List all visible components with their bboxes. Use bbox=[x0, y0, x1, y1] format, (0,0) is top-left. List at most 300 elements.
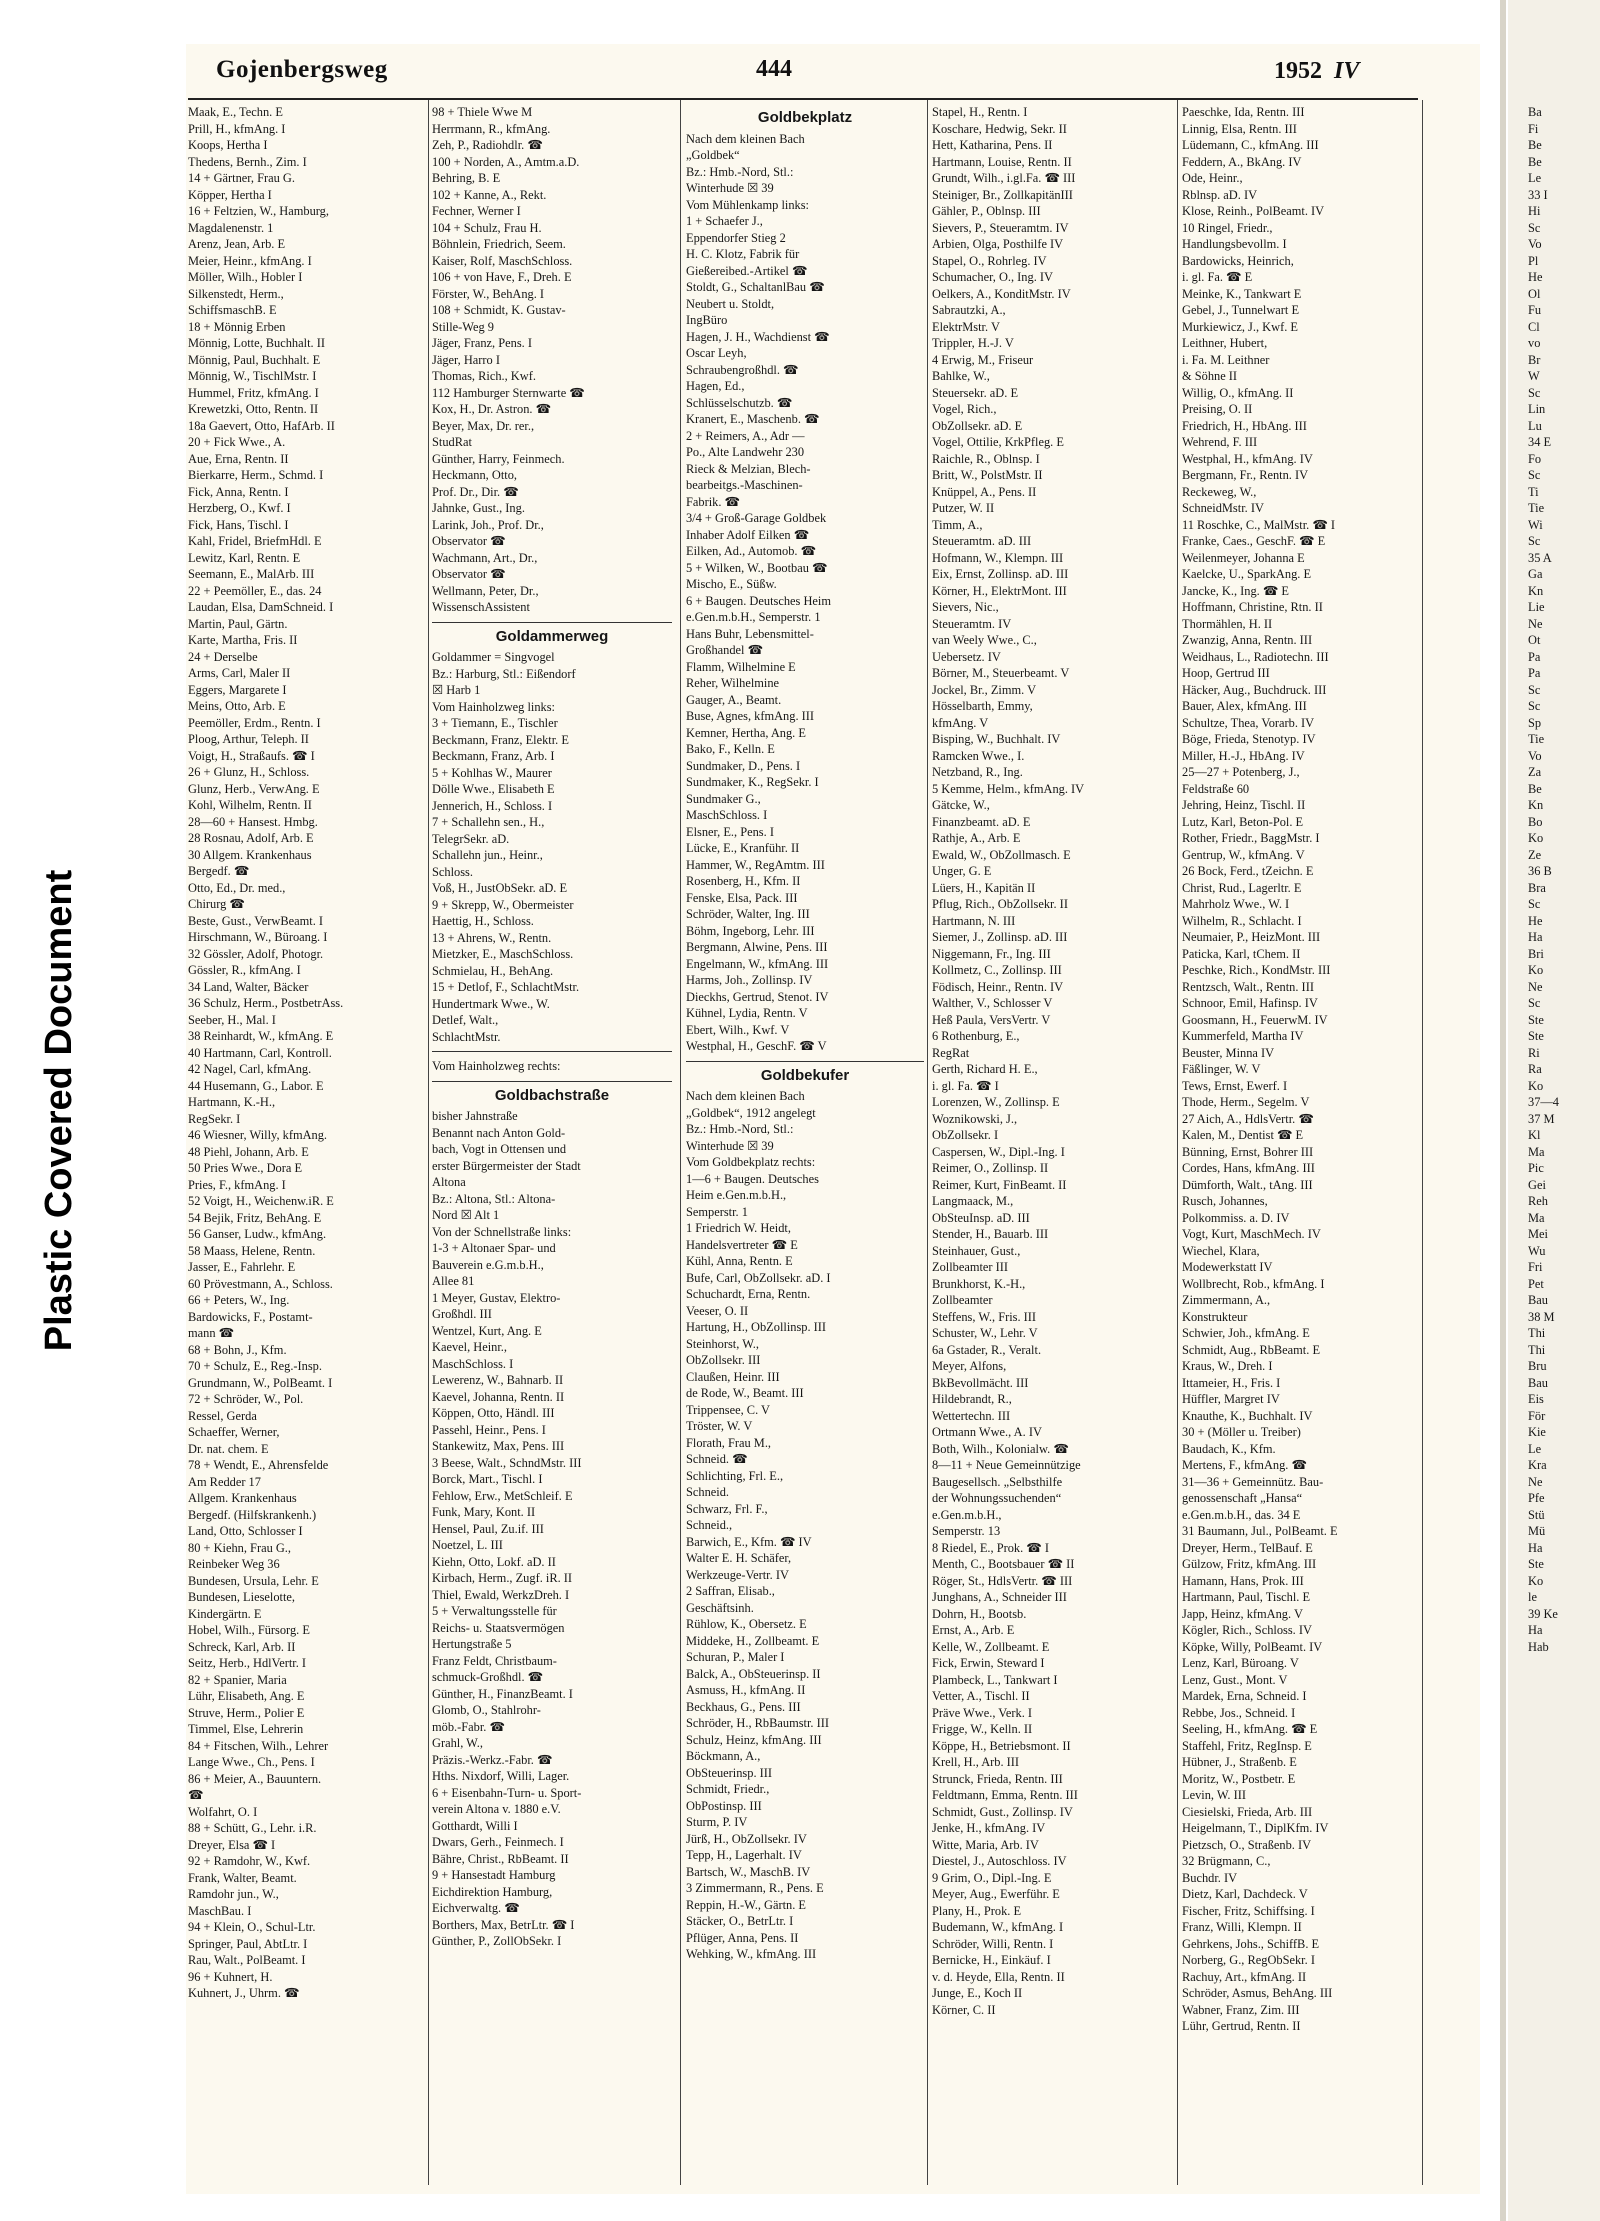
directory-entry: Po., Alte Landwehr 230 bbox=[686, 445, 805, 459]
directory-entry: Grundt, Wilh., i.gl.Fa. ☎ III bbox=[932, 171, 1076, 185]
directory-entry: 5 + Wilken, W., Bootbau ☎ bbox=[686, 560, 828, 575]
directory-entry: Förster, W., BehAng. I bbox=[432, 286, 545, 301]
directory-entry: Ewald, W., ObZollmasch. E bbox=[932, 847, 1071, 862]
directory-entry: Zollbeamter bbox=[932, 1293, 993, 1307]
directory-entry: Fi bbox=[1528, 121, 1539, 136]
directory-entry: Meins, Otto, Arb. E bbox=[188, 699, 286, 713]
directory-entry: Kollmetz, C., Zollinsp. III bbox=[932, 963, 1062, 977]
directory-entry: mann ☎ bbox=[188, 1326, 235, 1340]
directory-entry: ObZollsekr. I bbox=[932, 1128, 999, 1142]
directory-entry: Mönnig, Paul, Buchhalt. E bbox=[188, 352, 321, 367]
directory-entry: Kiehn, Otto, Lokf. aD. II bbox=[432, 1554, 556, 1569]
directory-entry: H. C. Klotz, Fabrik für bbox=[686, 247, 800, 261]
directory-entry: Ramdohr jun., W., bbox=[188, 1887, 279, 1901]
directory-entry: Ne bbox=[1528, 1474, 1543, 1489]
directory-entry: 9 + Hansestadt Hamburg bbox=[432, 1868, 556, 1882]
directory-entry: 36 Schulz, Herm., PostbetrAss. bbox=[188, 996, 344, 1010]
street-heading: Goldbekplatz bbox=[757, 109, 853, 126]
directory-entry: Franz, Willi, Klempn. II bbox=[1182, 1920, 1302, 1934]
directory-entry: Steinhauer, Gust., bbox=[932, 1243, 1021, 1258]
directory-entry: Pietzsch, O., Straßenb. IV bbox=[1182, 1837, 1312, 1852]
directory-entry: 20 + Fick Wwe., A. bbox=[188, 435, 286, 449]
directory-entry: Schlichting, Frl. E., bbox=[686, 1468, 784, 1483]
directory-entry: Mietzker, E., MaschSchloss. bbox=[432, 947, 574, 961]
directory-entry: Engelmann, W., kfmAng. III bbox=[686, 956, 829, 971]
directory-entry: 39 Ke bbox=[1528, 1606, 1558, 1621]
directory-entry: Beckhaus, G., Pens. III bbox=[686, 1699, 801, 1714]
directory-entry: Britt, W., PolstMstr. II bbox=[932, 468, 1043, 482]
directory-entry: Rebbe, Jos., Schneid. I bbox=[1182, 1705, 1296, 1720]
directory-entry: ObZollsekr. aD. E bbox=[932, 418, 1023, 433]
directory-entry: Nord ☒ Alt 1 bbox=[432, 1208, 500, 1222]
directory-entry: Hübner, J., Straßenb. E bbox=[1182, 1755, 1297, 1769]
directory-entry: Weilenmeyer, Johanna E bbox=[1182, 550, 1305, 565]
directory-entry: Schröder, Willi, Rentn. I bbox=[932, 1936, 1054, 1951]
directory-entry: Stü bbox=[1528, 1507, 1545, 1522]
directory-entry: Ba bbox=[1528, 105, 1542, 119]
directory-entry: Maak, E., Techn. E bbox=[188, 105, 283, 119]
directory-entry: 37—4 bbox=[1528, 1095, 1559, 1109]
street-heading: Goldbachstraße bbox=[494, 1086, 610, 1104]
directory-entry: Sc bbox=[1528, 534, 1541, 548]
directory-entry: Levin, W. III bbox=[1182, 1788, 1247, 1802]
directory-entry: 31—36 + Gemeinnütz. Bau- bbox=[1182, 1474, 1324, 1489]
directory-entry: Walther, V., Schlosser V bbox=[932, 996, 1053, 1010]
directory-entry: Kranert, E., Maschenb. ☎ bbox=[686, 412, 820, 426]
directory-entry: schmuck-Großhdl. ☎ bbox=[432, 1670, 544, 1684]
directory-entry: Kra bbox=[1528, 1458, 1547, 1472]
directory-column-2 bbox=[432, 104, 672, 2184]
directory-entry: ObZollsekr. III bbox=[686, 1353, 761, 1367]
directory-entry: Hett, Katharina, Pens. II bbox=[932, 138, 1053, 152]
directory-entry: Be bbox=[1528, 138, 1542, 152]
directory-entry: Schuster, W., Lehr. V bbox=[932, 1326, 1038, 1340]
directory-entry: Thode, Herm., Segelm. V bbox=[1182, 1095, 1310, 1109]
directory-entry: Beckmann, Franz, Elektr. E bbox=[432, 732, 569, 747]
directory-entry: Land, Otto, Schlosser I bbox=[188, 1524, 303, 1538]
directory-entry: Thomas, Rich., Kwf. bbox=[432, 369, 536, 383]
directory-entry: 5 + Kohlhas W., Maurer bbox=[432, 765, 552, 780]
directory-entry: Köppe, H., Betriebsmont. II bbox=[932, 1738, 1071, 1753]
directory-entry: Hamann, Hans, Prok. III bbox=[1182, 1573, 1304, 1588]
directory-entry: Niggemann, Fr., Ing. III bbox=[932, 946, 1051, 961]
directory-entry: 1-3 + Altonaer Spar- und bbox=[432, 1241, 556, 1255]
directory-entry: Harms, Joh., Zollinsp. IV bbox=[686, 973, 813, 987]
directory-entry: 14 + Gärtner, Frau G. bbox=[188, 171, 295, 185]
directory-entry: Eppendorfer Stieg 2 bbox=[686, 230, 786, 245]
directory-entry: Sabrautzki, A., bbox=[932, 303, 1006, 317]
directory-entry: Observator ☎ bbox=[432, 534, 506, 548]
directory-entry: Voß, H., JustObSekr. aD. E bbox=[432, 881, 568, 895]
directory-entry: Ri bbox=[1528, 1045, 1540, 1060]
directory-entry: Bru bbox=[1528, 1359, 1547, 1373]
directory-entry: Eichverwaltg. ☎ bbox=[432, 1901, 520, 1915]
directory-entry: 78 + Wendt, E., Ahrensfelde bbox=[188, 1458, 329, 1472]
directory-entry: Eichdirektion Hamburg, bbox=[432, 1884, 553, 1899]
directory-entry: Buchdr. IV bbox=[1182, 1870, 1238, 1885]
directory-entry: Knüppel, A., Pens. II bbox=[932, 484, 1037, 499]
directory-entry: Bauer, Alex, kfmAng. III bbox=[1182, 699, 1307, 713]
directory-entry: BkBevollmächt. III bbox=[932, 1375, 1029, 1390]
directory-entry: Be bbox=[1528, 154, 1542, 169]
directory-entry: verein Altona v. 1880 e.V. bbox=[432, 1802, 561, 1816]
directory-entry: Häcker, Aug., Buchdruck. III bbox=[1182, 682, 1327, 697]
directory-entry: Ma bbox=[1528, 1210, 1545, 1225]
directory-entry: Bahlke, W., bbox=[932, 369, 990, 383]
directory-entry: Woznikowski, J., bbox=[932, 1111, 1018, 1126]
directory-entry: 34 Land, Walter, Bäcker bbox=[188, 979, 309, 994]
directory-entry: Reher, Wilhelmine bbox=[686, 676, 780, 690]
directory-entry: Mü bbox=[1528, 1524, 1546, 1538]
directory-entry: Lewitz, Karl, Rentn. E bbox=[188, 550, 301, 565]
directory-entry: Sundmaker G., bbox=[686, 791, 761, 806]
directory-entry: Bz.: Hmb.-Nord, Stl.: bbox=[686, 1122, 794, 1136]
directory-entry: Reckeweg, W., bbox=[1182, 484, 1257, 499]
directory-entry: Schnoor, Emil, Hafinsp. IV bbox=[1182, 996, 1318, 1010]
directory-entry: 3 + Tiemann, E., Tischler bbox=[432, 716, 558, 730]
directory-entry: Bergedf. ☎ bbox=[188, 864, 250, 878]
directory-entry: Werkzeuge-Vertr. IV bbox=[686, 1567, 789, 1582]
directory-entry: Bundesen, Lieselotte, bbox=[188, 1590, 296, 1604]
directory-entry: Schlüsselschutzb. ☎ bbox=[686, 395, 793, 410]
directory-entry: genossenschaft „Hansa“ bbox=[1182, 1491, 1303, 1505]
directory-entry: He bbox=[1528, 270, 1543, 284]
section-rule bbox=[432, 1051, 672, 1052]
directory-entry: Frigge, W., Kelln. II bbox=[932, 1722, 1033, 1736]
directory-entry: Hab bbox=[1528, 1639, 1549, 1654]
directory-entry: Paeschke, Ida, Rentn. III bbox=[1182, 105, 1305, 119]
directory-entry: 10 Ringel, Friedr., bbox=[1182, 220, 1273, 235]
directory-entry: Uebersetz. IV bbox=[932, 649, 1001, 664]
directory-entry: Kaevel, Heinr., bbox=[432, 1340, 508, 1354]
directory-entry: Mönnig, Lotte, Buchhalt. II bbox=[188, 336, 325, 350]
directory-entry: Be bbox=[1528, 781, 1542, 796]
directory-entry: Plambeck, L., Tankwart I bbox=[932, 1672, 1058, 1687]
directory-entry: Steueramtm. IV bbox=[932, 616, 1012, 631]
directory-entry: ObPostinsp. III bbox=[686, 1798, 762, 1813]
directory-entry: 15 + Detlof, F., SchlachtMstr. bbox=[432, 980, 580, 994]
directory-entry: Westphal, H., GeschF. ☎ V bbox=[686, 1039, 827, 1053]
directory-entry: Prof. Dr., Dir. ☎ bbox=[432, 484, 519, 499]
directory-entry: 28—60 + Hansest. Hmbg. bbox=[188, 814, 318, 829]
directory-entry: SchlachtMstr. bbox=[432, 1029, 501, 1044]
directory-entry: 32 Gössler, Adolf, Photogr. bbox=[188, 946, 324, 961]
directory-entry: Kuhnert, J., Uhrm. ☎ bbox=[188, 1986, 300, 2000]
directory-entry: Gentrup, W., kfmAng. V bbox=[1182, 847, 1305, 862]
directory-entry: Heß Paula, VersVertr. V bbox=[932, 1012, 1051, 1027]
side-label-text: Plastic Covered Document bbox=[38, 869, 81, 1351]
directory-entry: Winterhude ☒ 39 bbox=[686, 181, 774, 195]
directory-entry: 106 + von Have, F., Dreh. E bbox=[432, 270, 572, 284]
directory-entry: Feddern, A., BkAng. IV bbox=[1182, 154, 1302, 169]
directory-column-4 bbox=[932, 104, 1172, 2184]
directory-entry: Kraus, W., Dreh. I bbox=[1182, 1359, 1273, 1373]
directory-entry: Bau bbox=[1528, 1293, 1548, 1307]
directory-entry: Zeh, P., Radiohdlr. ☎ bbox=[432, 138, 543, 152]
directory-entry: 32 Brügmann, C., bbox=[1182, 1854, 1271, 1868]
directory-entry: Eggers, Margarete I bbox=[188, 682, 287, 697]
directory-entry: 84 + Fitschen, Wilh., Lehrer bbox=[188, 1738, 329, 1753]
directory-entry: Körner, C. II bbox=[932, 2002, 996, 2017]
directory-entry: Ga bbox=[1528, 567, 1543, 581]
column-divider bbox=[428, 100, 429, 2185]
directory-entry: 100 + Norden, A., Amtm.a.D. bbox=[432, 154, 580, 169]
directory-entry: 98 + Thiele Wwe M bbox=[432, 105, 533, 119]
directory-entry: 1—6 + Baugen. Deutsches bbox=[686, 1171, 819, 1186]
directory-entry: Trippensee, C. V bbox=[686, 1402, 770, 1417]
directory-entry: Schwarz, Frl. F., bbox=[686, 1501, 768, 1516]
directory-entry: SchneidMstr. IV bbox=[1182, 501, 1264, 515]
directory-entry: Semperstr. 13 bbox=[932, 1524, 1001, 1538]
directory-entry: Ernst, A., Arb. E bbox=[932, 1623, 1015, 1637]
directory-entry: Reimer, Kurt, FinBeamt. II bbox=[932, 1177, 1067, 1192]
directory-entry: de Rode, W., Beamt. III bbox=[686, 1386, 804, 1400]
directory-entry: Rblnsp. aD. IV bbox=[1182, 187, 1258, 202]
directory-entry: Bergmann, Alwine, Pens. III bbox=[686, 940, 828, 954]
directory-entry: Schröder, Asmus, BehAng. III bbox=[1182, 1986, 1333, 2000]
directory-entry: Claußen, Heinr. III bbox=[686, 1369, 780, 1384]
directory-entry: För bbox=[1528, 1408, 1546, 1423]
column-divider bbox=[1177, 100, 1178, 2185]
directory-entry: Am Redder 17 bbox=[188, 1474, 261, 1489]
directory-entry: Vom Hainholzweg rechts: bbox=[432, 1059, 561, 1073]
directory-entry: Bardowicks, Heinrich, bbox=[1182, 253, 1294, 268]
directory-entry: Schuran, P., Maler I bbox=[686, 1650, 785, 1664]
directory-entry: 34 E bbox=[1528, 435, 1552, 449]
directory-entry: Kühnel, Lydia, Rentn. V bbox=[686, 1006, 808, 1020]
directory-entry: Hartmann, N. III bbox=[932, 913, 1016, 928]
directory-entry: Willig, O., kfmAng. II bbox=[1182, 385, 1294, 400]
directory-entry: Hartmann, Paul, Tischl. E bbox=[1182, 1590, 1311, 1604]
directory-entry: i. gl. Fa. ☎ I bbox=[932, 1078, 999, 1093]
directory-entry: Hartung, H., ObZollinsp. III bbox=[686, 1320, 827, 1334]
directory-entry: Finanzbeamt. aD. E bbox=[932, 814, 1031, 829]
directory-entry: Gülzow, Fritz, kfmAng. III bbox=[1182, 1557, 1317, 1571]
directory-entry: Ebert, Wilh., Kwf. V bbox=[686, 1022, 790, 1037]
directory-entry: Schröder, H., RbBaumstr. III bbox=[686, 1716, 830, 1730]
directory-entry: Sc bbox=[1528, 682, 1541, 697]
directory-entry: 48 Piehl, Johann, Arb. E bbox=[188, 1144, 309, 1159]
directory-entry: Caspersen, W., Dipl.-Ing. I bbox=[932, 1144, 1065, 1159]
directory-entry: Fechner, Werner I bbox=[432, 204, 521, 218]
directory-entry: Ste bbox=[1528, 1557, 1544, 1571]
directory-entry: Dohrn, H., Bootsb. bbox=[932, 1606, 1027, 1621]
directory-entry: IngBüro bbox=[686, 313, 728, 327]
directory-entry: 72 + Schröder, W., Pol. bbox=[188, 1392, 304, 1406]
directory-entry: Polkommiss. a. D. IV bbox=[1182, 1210, 1290, 1225]
directory-entry: Schneid., bbox=[686, 1518, 733, 1532]
directory-entry: 82 + Spanier, Maria bbox=[188, 1672, 287, 1687]
directory-entry: Magdalenenstr. 1 bbox=[188, 220, 274, 235]
directory-entry: Brunkhorst, K.-H., bbox=[932, 1276, 1026, 1291]
directory-entry: Funk, Mary, Kont. II bbox=[432, 1505, 536, 1519]
directory-entry: Stoldt, G., SchaltanlBau ☎ bbox=[686, 280, 825, 294]
directory-entry: Bz.: Altona, Stl.: Altona- bbox=[432, 1191, 556, 1206]
directory-entry: Hartmann, K.-H., bbox=[188, 1095, 276, 1109]
directory-entry: Reimer, O., Zollinsp. II bbox=[932, 1161, 1049, 1175]
directory-entry: Rosenberg, H., Kfm. II bbox=[686, 874, 801, 888]
directory-entry: Ne bbox=[1528, 979, 1543, 994]
directory-entry: Bähre, Christ., RbBeamt. II bbox=[432, 1851, 569, 1866]
directory-entry: Lu bbox=[1528, 418, 1542, 433]
directory-entry: Koschare, Hedwig, Sekr. II bbox=[932, 121, 1067, 136]
directory-entry: Arbien, Olga, Posthilfe IV bbox=[932, 237, 1064, 251]
directory-entry: Hagen, J. H., Wachdienst ☎ bbox=[686, 329, 830, 344]
directory-entry: Fick, Hans, Tischl. I bbox=[188, 517, 289, 532]
directory-entry: Ha bbox=[1528, 1540, 1543, 1555]
directory-entry: 52 Voigt, H., Weichenw.iR. E bbox=[188, 1194, 334, 1208]
directory-entry: Bisping, W., Buchhalt. IV bbox=[932, 732, 1061, 746]
directory-entry: Rühlow, K., Obersetz. E bbox=[686, 1617, 807, 1631]
directory-entry: Pflüger, Anna, Pens. II bbox=[686, 1930, 799, 1945]
directory-entry: Sievers, P., Steueramtm. IV bbox=[932, 220, 1069, 235]
directory-entry: RegSekr. I bbox=[188, 1111, 241, 1126]
directory-entry: Kindergärtn. E bbox=[188, 1606, 262, 1621]
directory-entry: Japp, Heinz, kfmAng. V bbox=[1182, 1606, 1303, 1621]
directory-entry: Gei bbox=[1528, 1177, 1546, 1192]
directory-entry: Flamm, Wilhelmine E bbox=[686, 659, 796, 674]
directory-entry: 7 + Schallehn sen., H., bbox=[432, 815, 545, 829]
directory-entry: Kahl, Fridel, BriefmHdl. E bbox=[188, 534, 322, 548]
directory-entry: Bergmann, Fr., Rentn. IV bbox=[1182, 468, 1309, 482]
directory-entry: Wilhelm, R., Schlacht. I bbox=[1182, 913, 1302, 928]
directory-entry: Lücke, E., Kranführ. II bbox=[686, 841, 800, 855]
directory-entry: Arms, Carl, Maler II bbox=[188, 666, 291, 680]
directory-entry: Wolfahrt, O. I bbox=[188, 1804, 258, 1819]
directory-entry: Stankewitz, Max, Pens. III bbox=[432, 1439, 565, 1453]
directory-entry: Neubert u. Stoldt, bbox=[686, 296, 775, 311]
directory-entry: Plany, H., Prok. E bbox=[932, 1903, 1022, 1918]
directory-entry: 5 Kemme, Helm., kfmAng. IV bbox=[932, 781, 1085, 796]
directory-entry: 31 Baumann, Jul., PolBeamt. E bbox=[1182, 1524, 1338, 1538]
directory-entry: Tews, Ernst, Ewerf. I bbox=[1182, 1078, 1288, 1093]
directory-entry: Bri bbox=[1528, 946, 1544, 961]
directory-entry: Feldstraße 60 bbox=[1182, 781, 1250, 796]
directory-entry: Springer, Paul, AbtLtr. I bbox=[188, 1936, 308, 1951]
directory-entry: Günther, P., ZollObSekr. I bbox=[432, 1934, 562, 1948]
directory-entry: TelegrSekr. aD. bbox=[432, 831, 510, 846]
directory-entry: 44 Husemann, G., Labor. E bbox=[188, 1078, 324, 1093]
directory-entry: Mertens, F., kfmAng. ☎ bbox=[1182, 1458, 1307, 1472]
directory-entry: Gießereibed.-Artikel ☎ bbox=[686, 263, 808, 278]
directory-entry: Jürß, H., ObZollsekr. IV bbox=[686, 1831, 807, 1846]
directory-entry: Jancke, K., Ing. ☎ E bbox=[1182, 583, 1289, 598]
directory-entry: Lenz, Gust., Mont. V bbox=[1182, 1672, 1288, 1687]
directory-entry: Gehrkens, Johs., SchiffB. E bbox=[1182, 1936, 1320, 1951]
directory-entry: Schneid. bbox=[686, 1485, 730, 1499]
directory-entry: 24 + Derselbe bbox=[188, 649, 258, 664]
directory-entry: Wabner, Franz, Zim. III bbox=[1182, 2002, 1300, 2017]
directory-entry: Ot bbox=[1528, 633, 1541, 647]
directory-entry: Dietz, Karl, Dachdeck. V bbox=[1182, 1887, 1308, 1901]
directory-entry: le bbox=[1528, 1590, 1537, 1604]
directory-entry: Preising, O. II bbox=[1182, 402, 1253, 416]
directory-entry: 58 Maass, Helene, Rentn. bbox=[188, 1243, 316, 1258]
directory-entry: Thiel, Ewald, WerkzDreh. I bbox=[432, 1587, 570, 1602]
directory-entry: 68 + Bohn, J., Kfm. bbox=[188, 1342, 287, 1357]
street-heading: Goldammerweg bbox=[495, 627, 609, 645]
directory-entry: 104 + Schulz, Frau H. bbox=[432, 220, 542, 235]
directory-entry: Pet bbox=[1528, 1276, 1544, 1291]
directory-entry: Kox, H., Dr. Astron. ☎ bbox=[432, 402, 552, 416]
directory-entry: 33 I bbox=[1528, 187, 1548, 202]
directory-entry: Nach dem kleinen Bach bbox=[686, 131, 805, 146]
directory-entry: Seeling, H., kfmAng. ☎ E bbox=[1182, 1722, 1318, 1736]
directory-entry: 30 Allgem. Krankenhaus bbox=[188, 847, 312, 862]
directory-entry: 37 M bbox=[1528, 1111, 1555, 1126]
directory-entry: Koops, Hertha I bbox=[188, 138, 268, 152]
directory-entry: Friedrich, H., HbAng. III bbox=[1182, 418, 1307, 433]
directory-entry: Großhandel ☎ bbox=[686, 643, 764, 657]
plastic-covered-label bbox=[10, 800, 110, 1420]
directory-entry: Ste bbox=[1528, 1029, 1544, 1043]
directory-entry: Wehrend, F. III bbox=[1182, 435, 1258, 449]
directory-entry: Ra bbox=[1528, 1062, 1542, 1076]
directory-entry: Seeber, H., Mal. I bbox=[188, 1012, 276, 1027]
directory-entry: Kalen, M., Dentist ☎ E bbox=[1182, 1128, 1304, 1142]
directory-entry: Pl bbox=[1528, 253, 1539, 268]
directory-entry: Lutz, Karl, Beton-Pol. E bbox=[1182, 814, 1304, 829]
directory-entry: Pries, F., kfmAng. I bbox=[188, 1177, 286, 1192]
directory-entry: 86 + Meier, A., Bauuntern. bbox=[188, 1771, 322, 1786]
directory-entry: Haettig, H., Schloss. bbox=[432, 914, 534, 928]
directory-entry: MaschBau. I bbox=[188, 1903, 252, 1918]
directory-entry: 46 Wiesner, Willy, kfmAng. bbox=[188, 1128, 328, 1142]
directory-entry: 70 + Schulz, E., Reg.-Insp. bbox=[188, 1359, 322, 1373]
directory-entry: Wentzel, Kurt, Ang. E bbox=[432, 1323, 542, 1338]
directory-entry: Großhdl. III bbox=[432, 1307, 492, 1321]
directory-column-1 bbox=[188, 104, 424, 2184]
directory-entry: Observator ☎ bbox=[432, 567, 506, 581]
directory-entry: Rieck & Melzian, Blech- bbox=[686, 461, 811, 476]
directory-entry: Köpper, Hertha I bbox=[188, 187, 272, 202]
directory-entry: Beyer, Max, Dr. rer., bbox=[432, 418, 535, 433]
directory-entry: 80 + Kiehn, Frau G., bbox=[188, 1540, 292, 1555]
directory-entry: Sc bbox=[1528, 699, 1541, 713]
directory-entry: Dr. nat. chem. E bbox=[188, 1441, 269, 1456]
directory-entry: Krewetzki, Otto, Rentn. II bbox=[188, 402, 319, 416]
directory-entry: Ittameier, H., Fris. I bbox=[1182, 1375, 1281, 1390]
directory-entry: Heim e.Gen.m.b.H., bbox=[686, 1188, 787, 1202]
directory-entry: Hoffmann, Christine, Rtn. II bbox=[1182, 600, 1323, 614]
directory-entry: Mönnig, W., TischlMstr. I bbox=[188, 369, 317, 383]
directory-entry: Schmidt, Aug., RbBeamt. E bbox=[1182, 1342, 1321, 1357]
directory-entry: 50 Pries Wwe., Dora E bbox=[188, 1161, 303, 1175]
directory-entry: Sc bbox=[1528, 468, 1541, 482]
directory-entry: Sc bbox=[1528, 385, 1541, 400]
directory-entry: Cl bbox=[1528, 319, 1540, 334]
directory-entry: Benannt nach Anton Gold- bbox=[432, 1125, 566, 1140]
directory-entry: Böge, Frieda, Stenotyp. IV bbox=[1182, 732, 1316, 746]
directory-entry: Balck, A., ObSteuerinsp. II bbox=[686, 1666, 821, 1681]
directory-entry: Steuersekr. aD. E bbox=[932, 385, 1019, 400]
directory-entry: Ol bbox=[1528, 286, 1541, 301]
directory-entry: 9 Grim, O., Dipl.-Ing. E bbox=[932, 1870, 1052, 1885]
directory-entry: Hofmann, W., Klempn. III bbox=[932, 550, 1064, 565]
directory-entry: Schumacher, O., Ing. IV bbox=[932, 270, 1053, 284]
directory-entry: Asmuss, H., kfmAng. II bbox=[686, 1683, 806, 1697]
directory-entry: Sturm, P. IV bbox=[686, 1815, 748, 1829]
directory-entry: ☒ Harb 1 bbox=[432, 683, 481, 697]
directory-entry: Karte, Martha, Fris. II bbox=[188, 633, 298, 647]
column-divider bbox=[680, 100, 681, 2185]
directory-entry: Vogel, Rich., bbox=[932, 402, 997, 416]
directory-entry: e.Gen.m.b.H., das. 34 E bbox=[1182, 1507, 1301, 1522]
directory-entry: 88 + Schütt, G., Lehr. i.R. bbox=[188, 1821, 317, 1835]
directory-entry: Hi bbox=[1528, 204, 1541, 218]
directory-entry: Kelle, W., Zollbeamt. E bbox=[932, 1639, 1050, 1654]
directory-entry: Thi bbox=[1528, 1326, 1546, 1340]
